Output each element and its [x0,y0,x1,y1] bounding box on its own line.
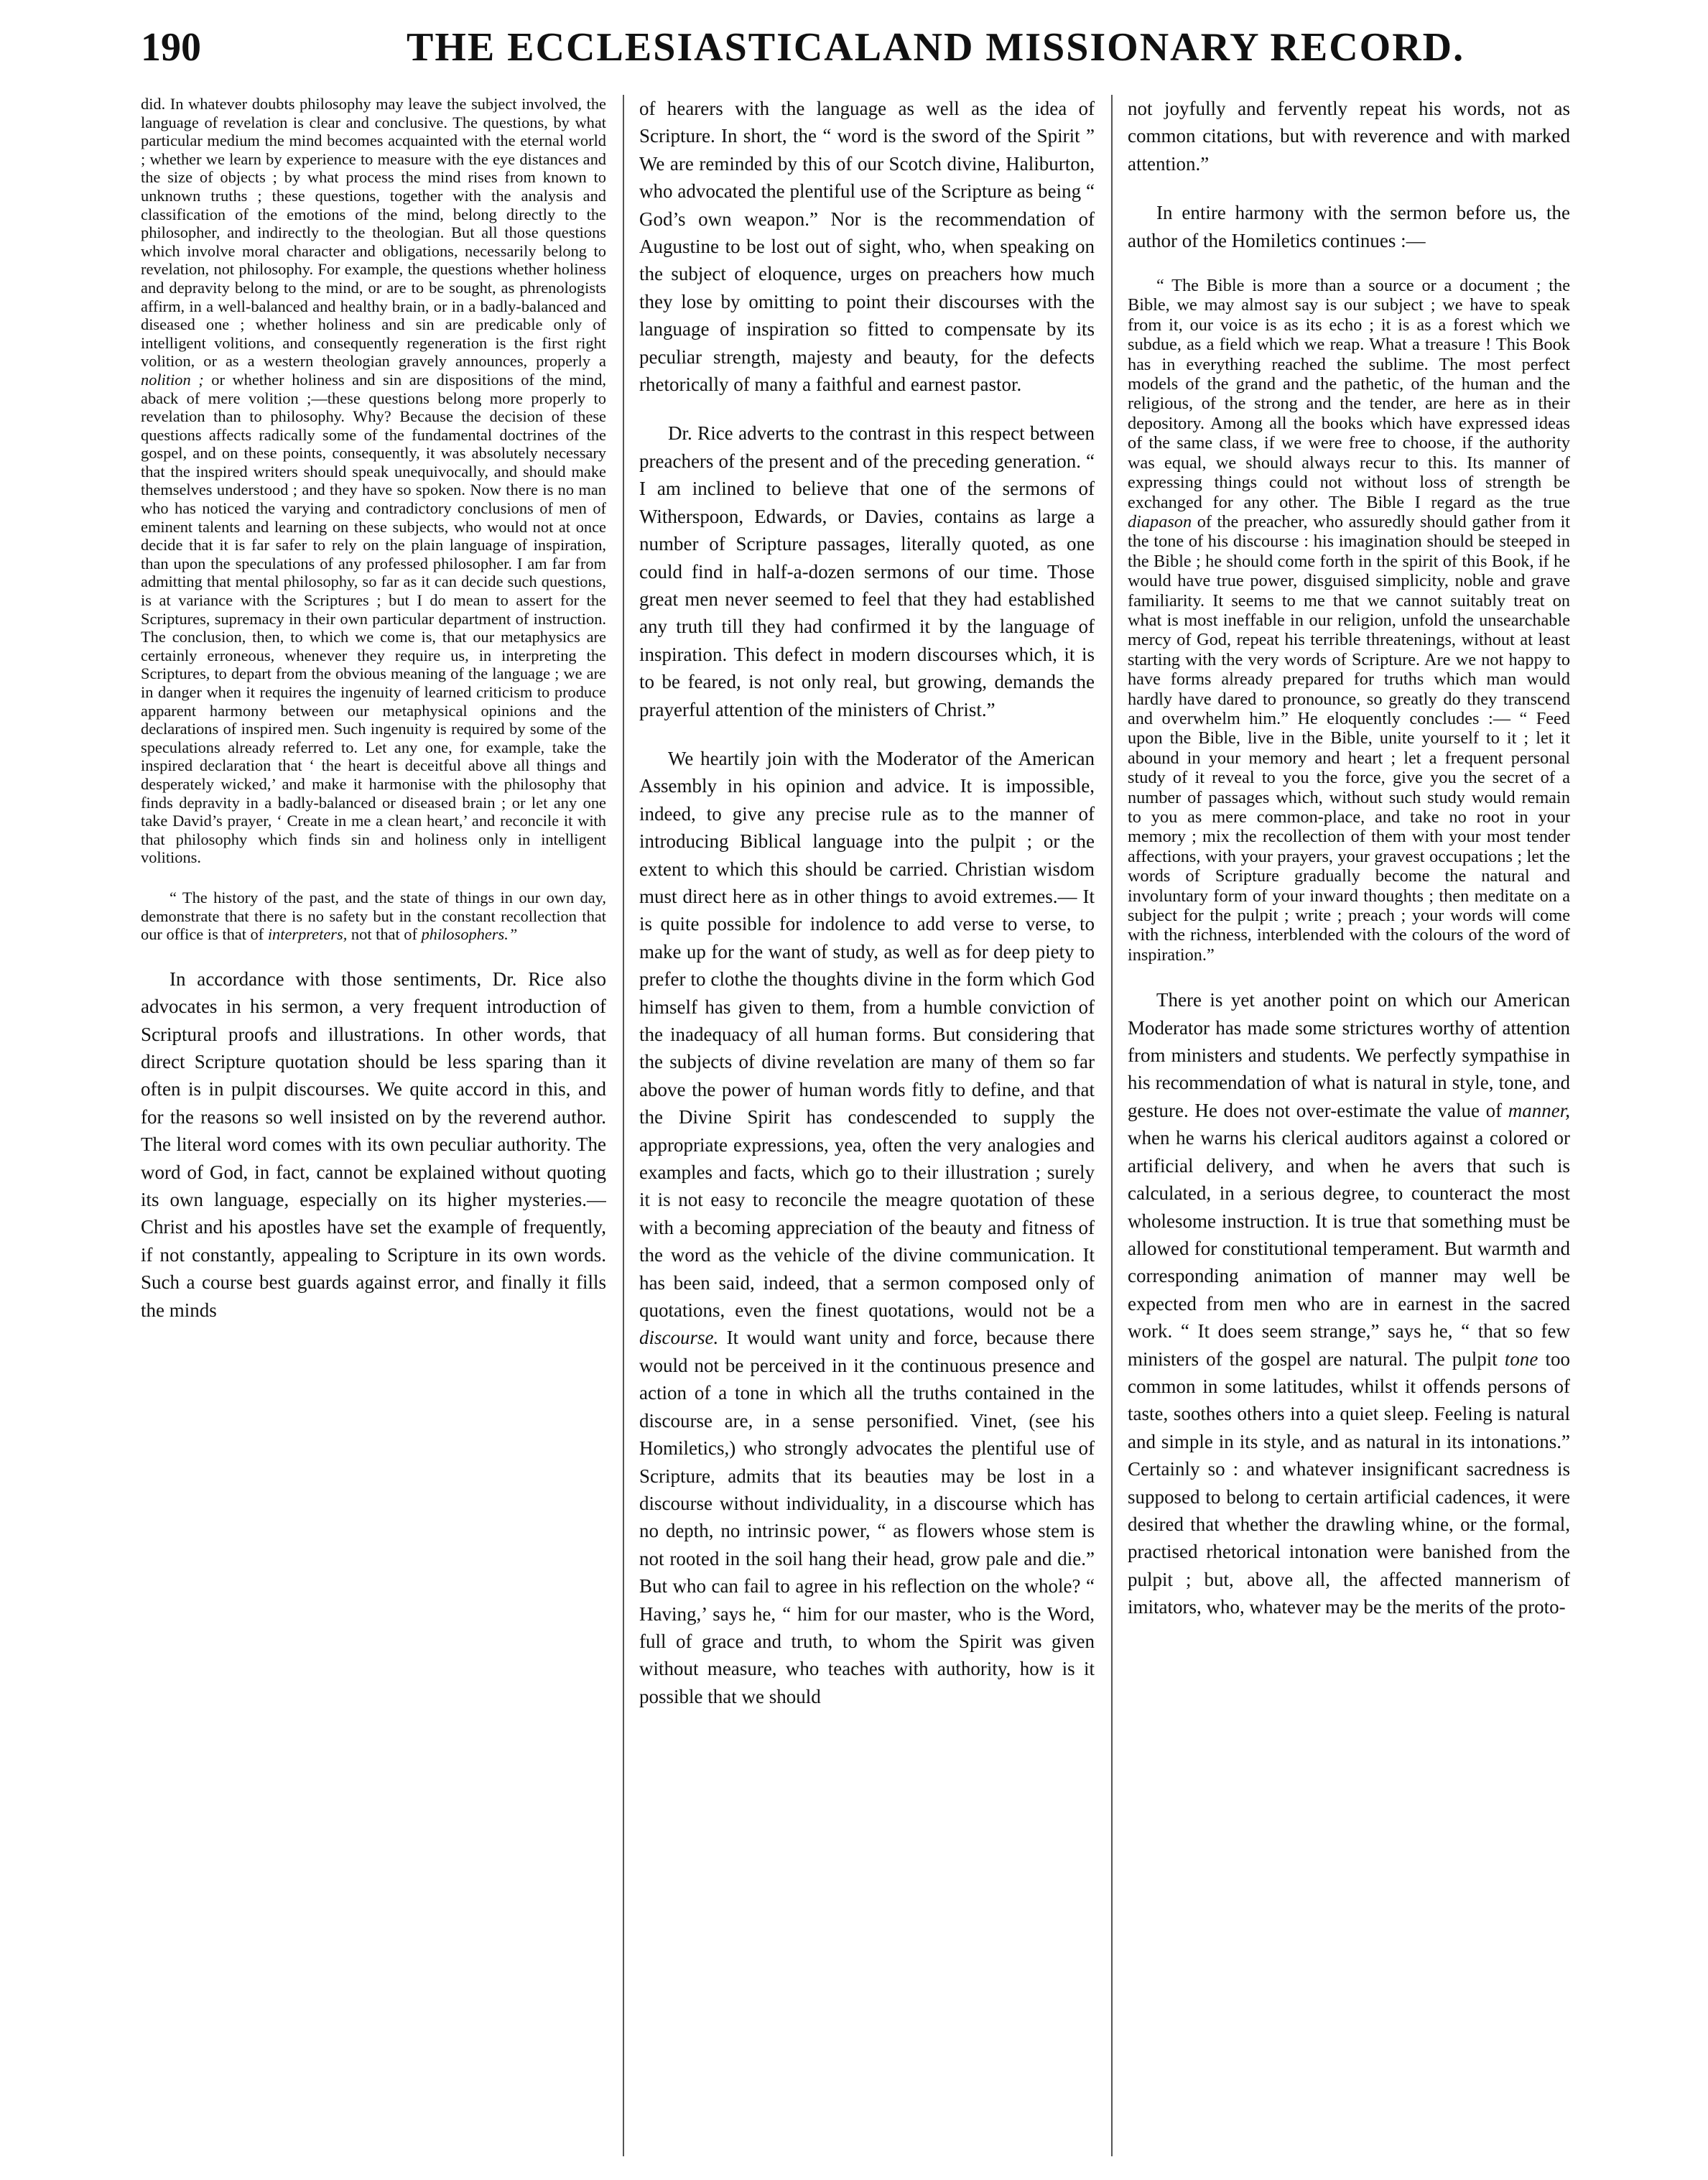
paragraph [1128,986,1570,1620]
italic-term: manner, [1508,1099,1570,1121]
text-run: It would want unity and force, because there would not be perceived in it the continuous presence and action of a tone in which all the truths contained in the discourse are, in a sense personified. Vinet, (see his Homiletics,) who strongly advocates the plentiful use of Scripture, admits that its beauties may be lost in a discourse without individuality, in a discourse which has no depth, no intrinsic power, “ as flowers whose stem is not rooted in the soil hang their head, grow pale and die.” But who can fail to agree in his reflection on the whole? “ Having,’ says he, “ him for our master, who is the Word, full of grace and truth, to whom the Spirit was given without measure, who teaches with authority, how is it possible that we should [639,1327,1095,1707]
text-run: did. In whatever doubts philosophy may leave the subject involved, the language of revelation is clear and conclusive. The questions, by what particular medium the mind becomes acquainted with the eternal world ; whether we learn by experience to measure with the eye distances and the size of objects ; by what process the mind rises from known to unknown truths ; these questions, together with the analysis and classification of the emotions of the mind, belong directly to the philosopher, and indirectly to the theologian. But all those questions which involve moral character and obligations, necessarily belong to revelation, not philosophy. For example, the questions whether holiness and depravity belong to the mind, or are to be sought, as phrenologists affirm, in a well-balanced and healthy brain, or in a badly-balanced and diseased one ; whether holiness and sin are predicable only of intelligent volitions, and consequently regeneration is the first right volition, or as a western theologian gravely announces, properly a [141,95,606,371]
paragraph: In accordance with those sentiments, Dr. Rice also advocates in his sermon, a very frequent introduction of Scriptural proofs and illustrations. In other words, that direct Scripture quotation should be less sparing than it often is in pulpit discourses. We quite accord in this, and for the reasons so well insisted on by the reverend author. The literal word comes with its own peculiar authority. The word of God, in fact, cannot be explained without quoting its own language, especially on its higher mysteries.— Christ and his apostles have set the example of frequently, if not constantly, appealing to Scripture in its own words. Such a course best guards against error, and finally it fills the minds [141,968,606,1321]
running-title: THE ECCLESIASTICALAND MISSIONARY RECORD. [407,25,1465,70]
italic-term: philosophers.” [421,925,518,944]
text-run: “ The Bible is more than a source or a document ; the Bible, we may almost say is our subject ; we have to speak from it, our voice is as its echo ; it is as a forest which we subdue, as a field which we reap. What a treasure ! This Book has in everything reached the sublime. The most perfect models of the grand and the pathetic, of the human and the religious, of the strong and the tender, are here as in their depository. Among all the books which have expressed ideas of the same class, if we were free to choose, if the authority was equal, we should always recur to this. Its manner of expressing things could not without loss of strength be exchanged for any other. The Bible I regard as the true [1128,276,1570,512]
paragraph [639,745,1095,1710]
column-2 [639,95,1095,2156]
column-divider [1111,95,1113,2156]
quoted-paragraph [141,889,606,944]
paragraph: Dr. Rice adverts to the contrast in this respect between preachers of the present and of the preceding generation. “ I am inclined to believe that one of the sermons of Witherspoon, Edwards, or Davies, contains as large a number of Scripture passages, literally quoted, as one could find in half-a-dozen sermons of our time. Those great men never seemed to feel that they had established any truth till they had confirmed it by the language of inspiration. This defect in modern discourses which, it is to be feared, is not only real, but growing, demands the prayerful attention of the ministers of Christ.” [639,422,1095,720]
italic-term: tone [1504,1348,1538,1370]
text-run: of the preacher, who assuredly should gather from it the tone of his discourse : his imagination should be steeped in the Bible ; he should come forth in the spirit of this Book, if he would have true power, disguised simplicity, noble and grave familiarity. It seems to me that we cannot suitably treat on what is most ineffable in our religion, unfold the unsearchable mercy of God, repeat his terrible threatenings, without at least starting with the very words of Scripture. Are we not happy to have forms already prepared for truths which man would hardly have dared to pronounce, so greatly do they transcend and overwhelm him.” He eloquently concludes :— “ Feed upon the Bible, live in the Bible, unite yourself to it ; let it abound in your memory and heart ; let a frequent personal study of it reveal to you the force, give you the secret of a number of passages which, without such study would remain to you as mere common-place, and take no root in your memory ; mix the recollection of them with your most tender affections, with your prayers, your gravest occupations ; let the words of Scripture gradually become the natural and involuntary form of your inward thoughts ; then meditate on a subject for the pulpit ; write ; preach ; your words will come with the richness, interblended with the colours of the word of inspiration.” [1128,511,1570,965]
page-number: 190 [141,25,201,70]
paragraph: of hearers with the language as well as the idea of Scripture. In short, the “ word is the sword of the Spirit ” We are reminded by this of our Scotch divine, Haliburton, who advocated the plentiful use of the Scripture as being “ God’s own weapon.” Nor is the recommendation of Augustine to be lost out of sight, who, when speaking on the subject of eloquence, urges on preachers how much they lose by omitting to point their discourses with the language of inspiration so fitted to compensate by its peculiar strength, majesty and beauty, for the defects rhetorically of many a faithful and earnest pastor. [639,98,1095,396]
text-run: when he warns his clerical auditors against a colored or artificial delivery, and when he avers that such is calculated, in a serious degree, to counteract the most wholesome instruction. It is true that something must be allowed for constitutional temperament. But warmth and corresponding animation of manner may well be expected from men who are in earnest in the sacred work. “ It does seem strange,” says he, “ that so few ministers of the gospel are natural. The pulpit [1128,1127,1570,1370]
column-3 [1128,95,1570,2156]
paragraph: not joyfully and fervently repeat his words, not as common citations, but with reverence and with marked attention.” [1128,98,1570,175]
page-header [141,24,1570,86]
italic-term: discourse. [639,1327,719,1349]
column-1 [141,95,606,2156]
paragraph: In entire harmony with the sermon before us, the author of the Homiletics continues :— [1128,202,1570,251]
text-columns [141,95,1570,2156]
column-divider [623,95,624,2156]
italic-term: diapason [1128,511,1192,532]
text-run: We heartily join with the Moderator of the American Assembly in his opinion and advice. It is impossible, indeed, to give any precise rule as to the manner of introducing Biblical language into the pulpit ; or the extent to which this should be carried. Christian wisdom must direct here as in other things to avoid extremes.— It is quite possible for indolence to add verse to verse, to make up for the want of study, as well as for deep piety to prefer to clothe the thoughts divine in the form which God himself has given to them, from a humble conviction of the inadequacy of all human forms. But considering that the subjects of divine revelation are many of them so far above the power of human words fitly to define, and that the Divine Spirit has condescended to supply the appropriate expressions, yea, often the very analogies and examples and facts, which go to their illustration ; surely it is not easy to reconcile the meagre quotation of these with a becoming appreciation of the beauty and fitness of the word as the vehicle of the divine communication. It has been said, indeed, that a sermon composed only of quotations, even the finest quotations, would not be a [639,747,1095,1322]
text-run: “ The history of the past, and the state of things in our own day, demonstrate that there is no safety but in the constant recollection that our office is that of [141,888,606,944]
paragraph [141,95,606,867]
text-run: too common in some latitudes, whilst it offends persons of taste, soothes others into a quiet sleep. Feeling is natural and simple in its style, and as natural in its intonations.” Certainly so : and whatever insignificant sacredness is supposed to belong to certain artificial cadences, it were desired that whether the drawling whine, or the formal, practised rhetorical intonation were banished from the pulpit ; but, above all, the affected mannerism of imitators, who, whatever may be the merits of the proto- [1128,1348,1570,1618]
italic-term: nolition ; [141,370,204,389]
text-run: not that of [351,925,417,944]
quoted-paragraph [1128,276,1570,965]
text-run: or whether holiness and sin are dispositions of the mind, aback of mere volition ;—these questions belong more properly to revelation than to philosophy. Why? Because the decision of these questions affects radically some of the fundamental doctrines of the gospel, and on these points, consequently, it was absolutely necessary that the inspired writers should speak unequivocally, and should make themselves understood ; and they have so spoken. Now there is no man who has noticed the varying and contradictory conclusions of men of eminent talents and learning on these subjects, who would not at once decide that it is far safer to rely on the plain language of inspiration, than upon the speculations of any professed philosopher. I am far from admitting that mental philosophy, so far as it can decide such questions, is at variance with the Scriptures ; but I do mean to assert for the Scriptures, supremacy in their own particular department of instruction. The conclusion, then, to which we come is, that our metaphysics are certainly erroneous, whenever they require us, in interpreting the Scriptures, to depart from the obvious meaning of the language ; we are in danger when it requires the ingenuity of learned criticism to produce apparent harmony between our metaphysical opinions and the declarations of inspired men. Such ingenuity is required by some of the speculations already referred to. Let any one, for example, take the inspired declaration that ‘ the heart is deceitful above all things and desperately wicked,’ and make it harmonise with the philosophy that finds depravity in a badly-balanced or diseased brain ; or let any one take David’s prayer, ‘ Create in me a clean heart,’ and reconcile it with that philosophy which finds sin and holiness only in intelligent volitions. [141,370,606,867]
text-run: There is yet another point on which our American Moderator has made some strictures worthy of attention from ministers and students. We perfectly sympathise in his recommendation of what is natural in style, tone, and gesture. He does not over-estimate the value of [1128,989,1570,1121]
italic-term: interpreters, [267,925,348,944]
